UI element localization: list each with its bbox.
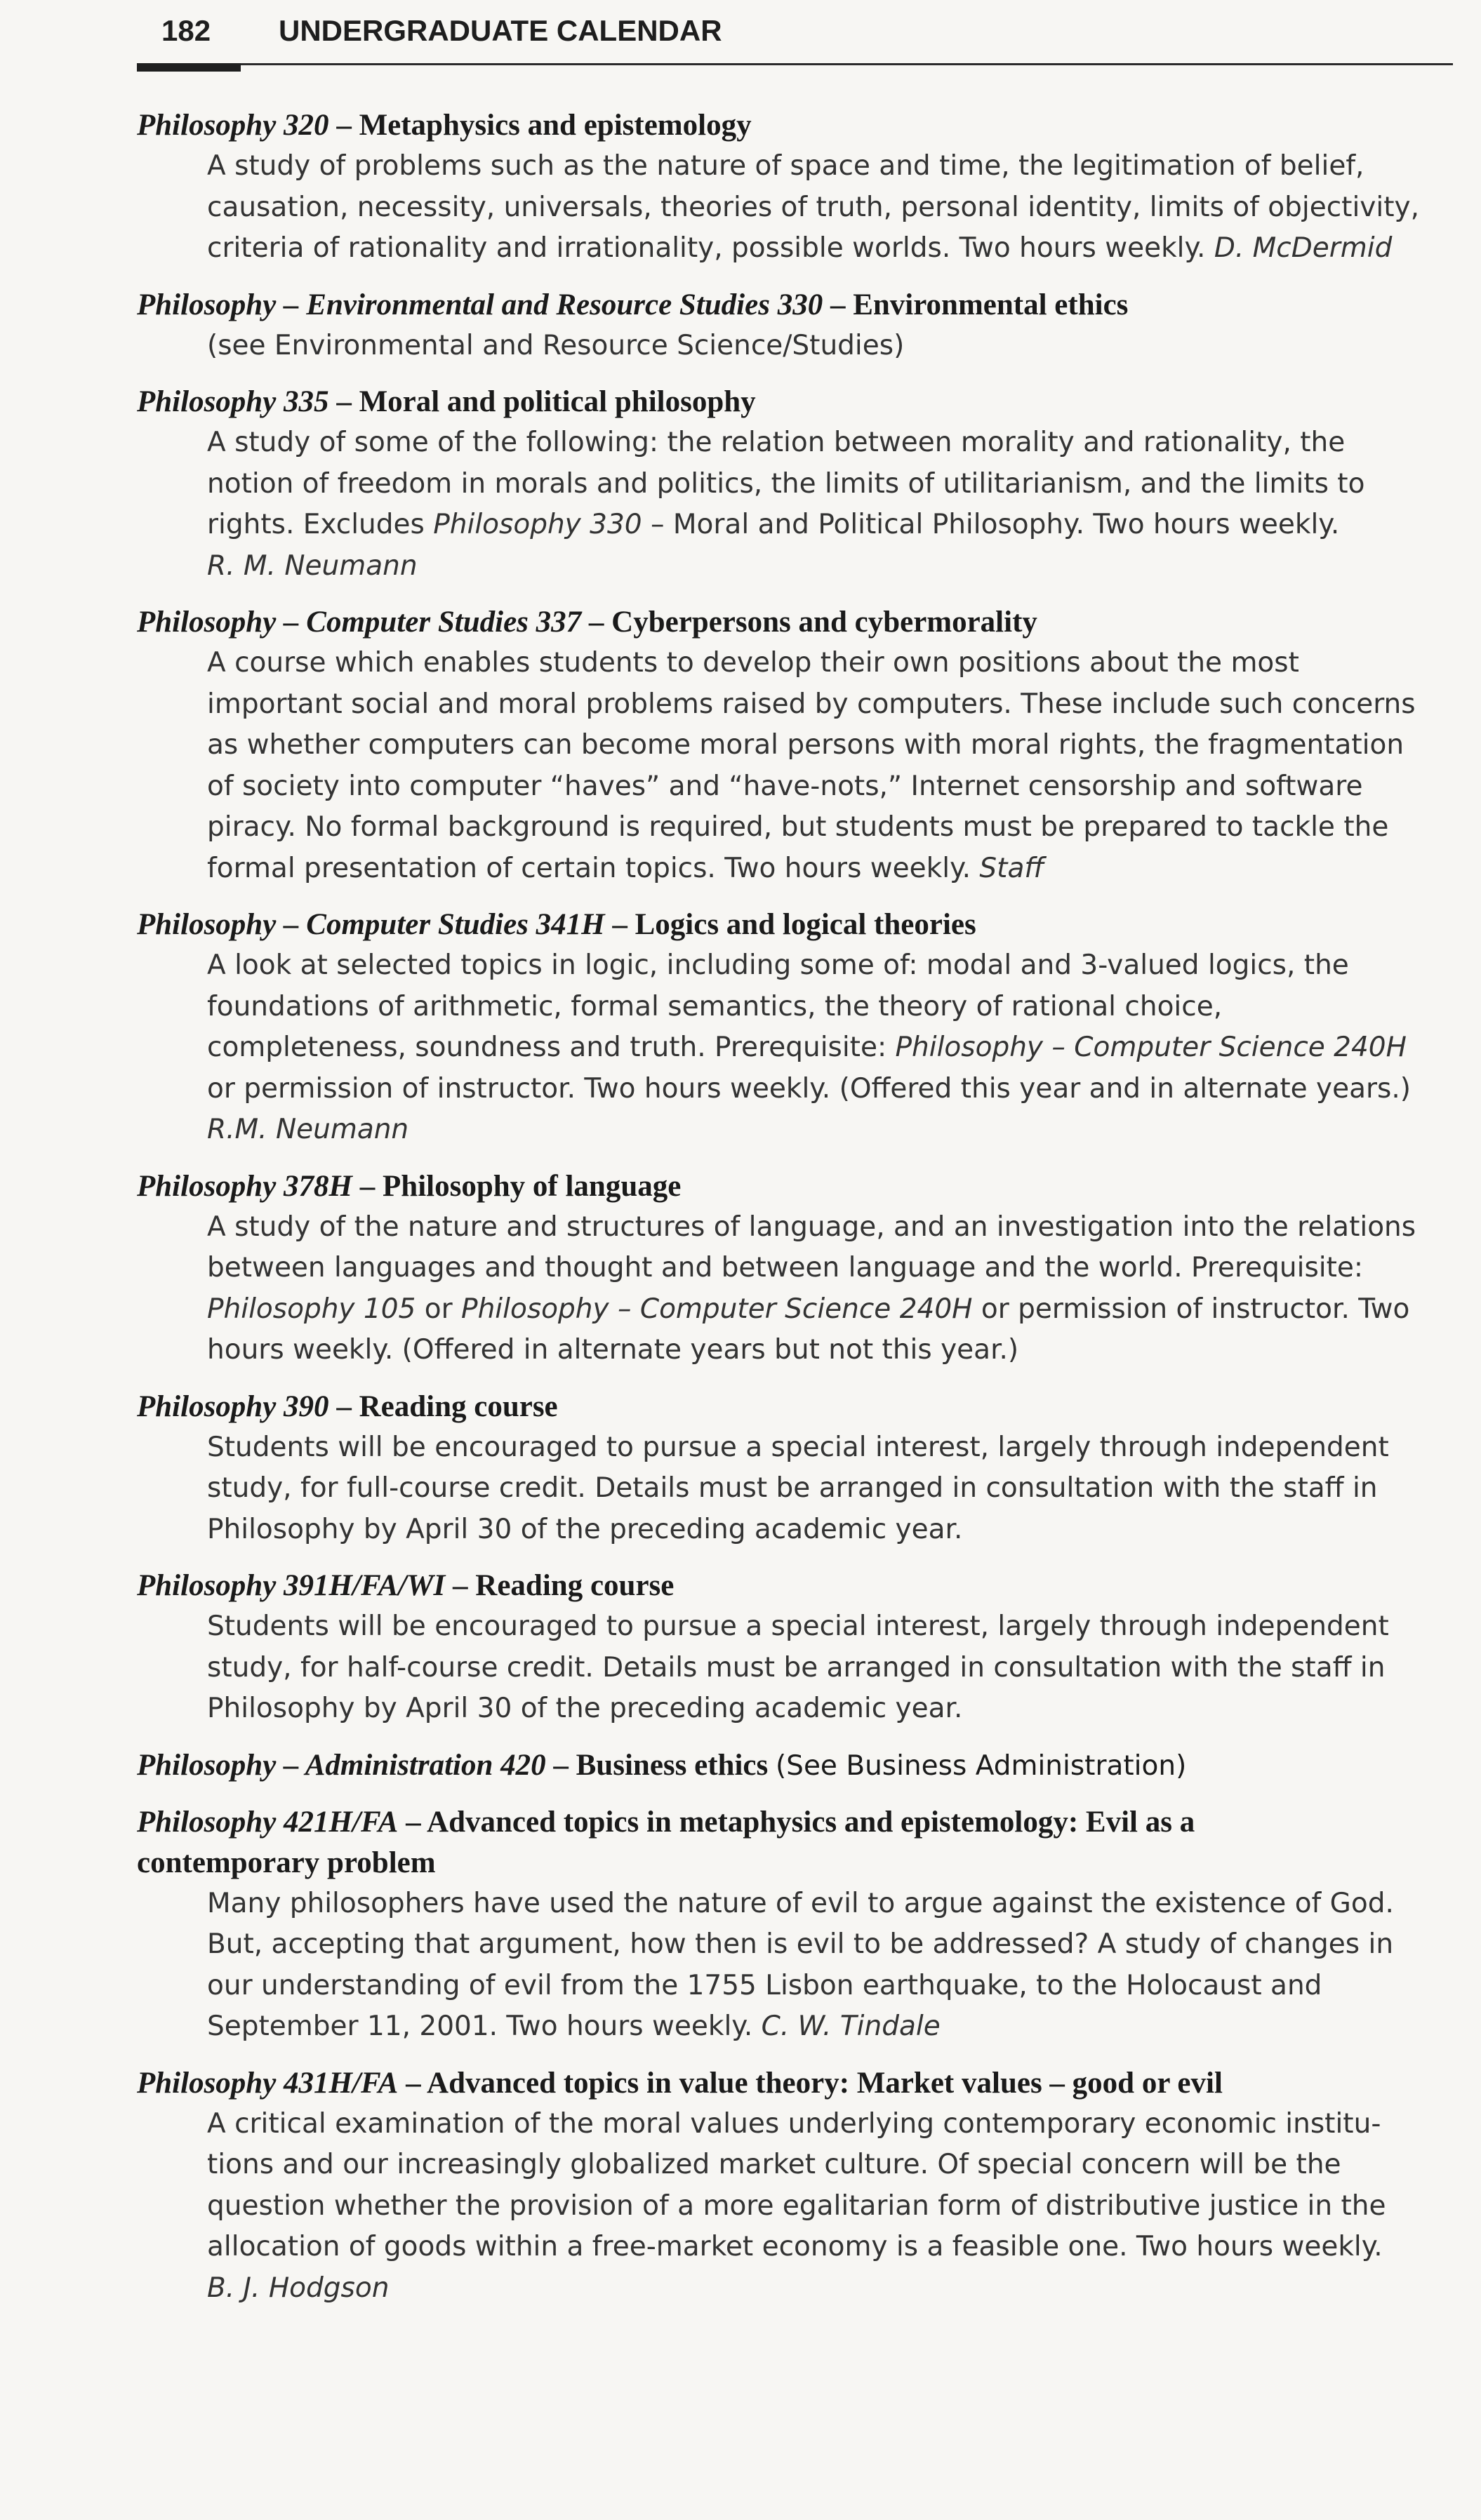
course-code: Philosophy – Administration 420 bbox=[137, 1748, 546, 1782]
description-text: or bbox=[416, 1293, 462, 1325]
course-title: Philosophy of language bbox=[383, 1169, 682, 1203]
dash: – bbox=[328, 109, 359, 142]
dash: – bbox=[398, 2066, 427, 2100]
description-line: Students will be encouraged to pursue a special interest, largely through independent bbox=[207, 1611, 1389, 1642]
description-line: or permission of instructor. Two hours weekly. (Offered this year and in alternate years.) bbox=[207, 1072, 1411, 1105]
description-line: A course which enables students to develop their own positions about the most bbox=[207, 647, 1299, 679]
course-code: Philosophy 431H/FA bbox=[137, 2066, 399, 2100]
course-code: Philosophy 320 bbox=[137, 109, 329, 142]
course-title: Cyberpersons and cybermorality bbox=[611, 606, 1037, 639]
instructor: B. J. Hodgson bbox=[207, 2272, 390, 2304]
course-code: Philosophy 421H/FA bbox=[137, 1805, 399, 1839]
course-heading bbox=[137, 1387, 1456, 1427]
description-line: as whether computers can become moral persons with moral rights, the fragmentation bbox=[207, 729, 1404, 761]
course-title: Reading course bbox=[359, 1389, 558, 1423]
heading-line: contemporary problem bbox=[137, 1846, 436, 1879]
dash: – bbox=[398, 1805, 427, 1839]
description-line: Philosophy by April 30 of the preceding academic year. bbox=[207, 1513, 963, 1545]
heading-line bbox=[137, 1802, 1456, 1843]
course-heading bbox=[137, 1566, 1456, 1606]
course-entry-phil-391h bbox=[137, 1566, 1456, 1730]
description-line: our understanding of evil from the 1755 Lisbon earthquake, to the Holocaust and bbox=[207, 1969, 1322, 2001]
page-number: 182 bbox=[161, 14, 211, 47]
course-title: Environmental ethics bbox=[853, 288, 1129, 321]
course-description bbox=[137, 1606, 1456, 1730]
course-code: Philosophy 391H/FA/WI bbox=[137, 1569, 446, 1602]
instructor-line bbox=[207, 2268, 1456, 2309]
course-heading bbox=[137, 1166, 1456, 1207]
course-reference: Philosophy 330 bbox=[433, 509, 642, 540]
see-reference: (See Business Administration) bbox=[775, 1749, 1187, 1782]
course-heading bbox=[137, 1745, 1456, 1787]
course-entry-phil-421h bbox=[137, 1802, 1456, 2048]
description-line bbox=[207, 1289, 1456, 1331]
course-title: Logics and logical theories bbox=[635, 908, 976, 941]
dash: – bbox=[581, 606, 612, 639]
course-entry-phil-335 bbox=[137, 382, 1456, 587]
course-code: Philosophy – Computer Studies 337 bbox=[137, 606, 582, 639]
description-text: September 11, 2001. Two hours weekly. bbox=[207, 2011, 753, 2042]
course-list bbox=[137, 105, 1456, 2309]
dash: – bbox=[604, 908, 635, 941]
description-line: hours weekly. (Offered in alternate years but not this year.) bbox=[207, 1334, 1019, 1366]
course-entry-phil-cs-337 bbox=[137, 602, 1456, 889]
description-line: tions and our increasingly globalized market culture. Of special concern will be the bbox=[207, 2149, 1341, 2180]
course-heading bbox=[137, 285, 1456, 326]
dash: – bbox=[328, 385, 359, 418]
course-title: Business ethics bbox=[576, 1748, 769, 1782]
description-line: Students will be encouraged to pursue a special interest, largely through independent bbox=[207, 1431, 1389, 1463]
description-text: – Moral and Political Philosophy. Two hours weekly. bbox=[642, 509, 1340, 540]
description-line: causation, necessity, universals, theories of truth, personal identity, limits of objectivity, bbox=[207, 191, 1419, 223]
course-code: Philosophy 390 bbox=[137, 1389, 329, 1423]
course-description bbox=[137, 643, 1456, 889]
course-code: Philosophy – Environmental and Resource Studies 330 bbox=[137, 288, 823, 321]
course-description bbox=[137, 1207, 1456, 1371]
course-code: Philosophy 335 bbox=[137, 385, 329, 418]
course-heading bbox=[137, 382, 1456, 422]
description-line: question whether the provision of a more egalitarian form of distributive justice in the bbox=[207, 2189, 1386, 2222]
description-line bbox=[207, 228, 1456, 269]
description-line bbox=[207, 848, 1456, 890]
course-entry-phil-390 bbox=[137, 1387, 1456, 1551]
description-line: foundations of arithmetic, formal semantics, the theory of rational choice, bbox=[207, 990, 1223, 1022]
description-text: rights. Excludes bbox=[207, 509, 434, 540]
course-title: Reading course bbox=[475, 1569, 675, 1602]
course-description bbox=[137, 2104, 1456, 2309]
course-entry-phil-admin-420 bbox=[137, 1745, 1456, 1787]
description-line: of society into computer “haves” and “have-nots,” Internet censorship and software bbox=[207, 770, 1363, 802]
dash: – bbox=[328, 1389, 359, 1423]
course-heading bbox=[137, 905, 1456, 945]
instructor: D. McDermid bbox=[1214, 232, 1393, 264]
description-line: A look at selected topics in logic, including some of: modal and 3-valued logics, the bbox=[207, 949, 1349, 981]
instructor: R. M. Neumann bbox=[207, 549, 418, 582]
dash: – bbox=[352, 1169, 383, 1203]
course-entry-phil-ers-330 bbox=[137, 285, 1456, 367]
course-description bbox=[137, 422, 1456, 587]
description-line: notion of freedom in morals and politics, the limits of utilitarianism, and the limits to bbox=[207, 467, 1365, 500]
course-reference: Philosophy – Computer Science 240H bbox=[895, 1032, 1407, 1063]
description-line: But, accepting that argument, how then is evil to be addressed? A study of changes in bbox=[207, 1928, 1394, 1960]
description-line: (see Environmental and Resource Science/Studies) bbox=[207, 329, 905, 361]
course-description bbox=[137, 945, 1456, 1151]
header-bar bbox=[137, 63, 241, 72]
description-line bbox=[207, 505, 1456, 546]
description-text: criteria of rationality and irrationality, possible worlds. Two hours weekly. bbox=[207, 232, 1206, 264]
description-line: Many philosophers have used the nature of evil to argue against the existence of God. bbox=[207, 1887, 1394, 1919]
instructor: C. W. Tindale bbox=[761, 2011, 941, 2042]
instructor-line bbox=[207, 1109, 1456, 1151]
course-entry-phil-cs-341h bbox=[137, 905, 1456, 1151]
course-description bbox=[137, 1427, 1456, 1551]
course-heading bbox=[137, 602, 1456, 643]
course-reference: Philosophy – Computer Science 240H bbox=[461, 1293, 973, 1325]
course-description bbox=[137, 326, 1456, 367]
course-title: Moral and political philosophy bbox=[359, 385, 756, 418]
description-text: or permission of instructor. Two bbox=[972, 1293, 1410, 1325]
description-line: A critical examination of the moral values underlying contemporary economic institu- bbox=[207, 2107, 1381, 2140]
description-line: A study of some of the following: the relation between morality and rationality, the bbox=[207, 427, 1346, 458]
dash: – bbox=[823, 288, 854, 321]
description-text: formal presentation of certain topics. Two hours weekly. bbox=[207, 852, 971, 884]
description-line: study, for half-course credit. Details must be arranged in consultation with the staff in bbox=[207, 1651, 1386, 1684]
instructor-line bbox=[207, 546, 1456, 587]
instructor: R.M. Neumann bbox=[207, 1114, 409, 1145]
course-entry-phil-431h bbox=[137, 2063, 1456, 2309]
description-text: completeness, soundness and truth. Prerequisite: bbox=[207, 1032, 896, 1063]
description-line: study, for full-course credit. Details must be arranged in consultation with the staff in bbox=[207, 1472, 1378, 1504]
course-entry-phil-378h bbox=[137, 1166, 1456, 1371]
description-line: A study of the nature and structures of language, and an investigation into the relations bbox=[207, 1211, 1416, 1243]
course-heading bbox=[137, 1802, 1456, 1884]
header-rule bbox=[137, 63, 1453, 65]
dash: – bbox=[545, 1748, 576, 1782]
course-heading bbox=[137, 105, 1456, 146]
description-line: piracy. No formal background is required, but students must be prepared to tackle the bbox=[207, 811, 1389, 843]
description-line: between languages and thought and between language and the world. Prerequisite: bbox=[207, 1252, 1364, 1284]
course-title: Advanced topics in metaphysics and epistemology: Evil as a bbox=[427, 1805, 1195, 1839]
course-description bbox=[137, 146, 1456, 269]
description-line: A study of problems such as the nature of space and time, the legitimation of belief, bbox=[207, 150, 1364, 182]
course-heading bbox=[137, 2063, 1456, 2104]
dash: – bbox=[445, 1569, 476, 1602]
course-title: Metaphysics and epistemology bbox=[359, 109, 752, 142]
running-title: UNDERGRADUATE CALENDAR bbox=[279, 14, 722, 47]
course-code: Philosophy 378H bbox=[137, 1169, 353, 1203]
description-line: allocation of goods within a free-market economy is a feasible one. Two hours weekly. bbox=[207, 2231, 1383, 2262]
course-entry-phil-320 bbox=[137, 105, 1456, 269]
course-reference: Philosophy 105 bbox=[207, 1293, 416, 1325]
description-line: important social and moral problems raised by computers. These include such concerns bbox=[207, 688, 1416, 720]
course-title: Advanced topics in value theory: Market values – good or evil bbox=[427, 2066, 1223, 2100]
instructor: Staff bbox=[979, 852, 1044, 884]
description-line bbox=[207, 2006, 1456, 2048]
course-code: Philosophy – Computer Studies 341H bbox=[137, 908, 605, 941]
description-line: Philosophy by April 30 of the preceding academic year. bbox=[207, 1693, 963, 1724]
description-line bbox=[207, 1027, 1456, 1069]
course-description bbox=[137, 1884, 1456, 2048]
